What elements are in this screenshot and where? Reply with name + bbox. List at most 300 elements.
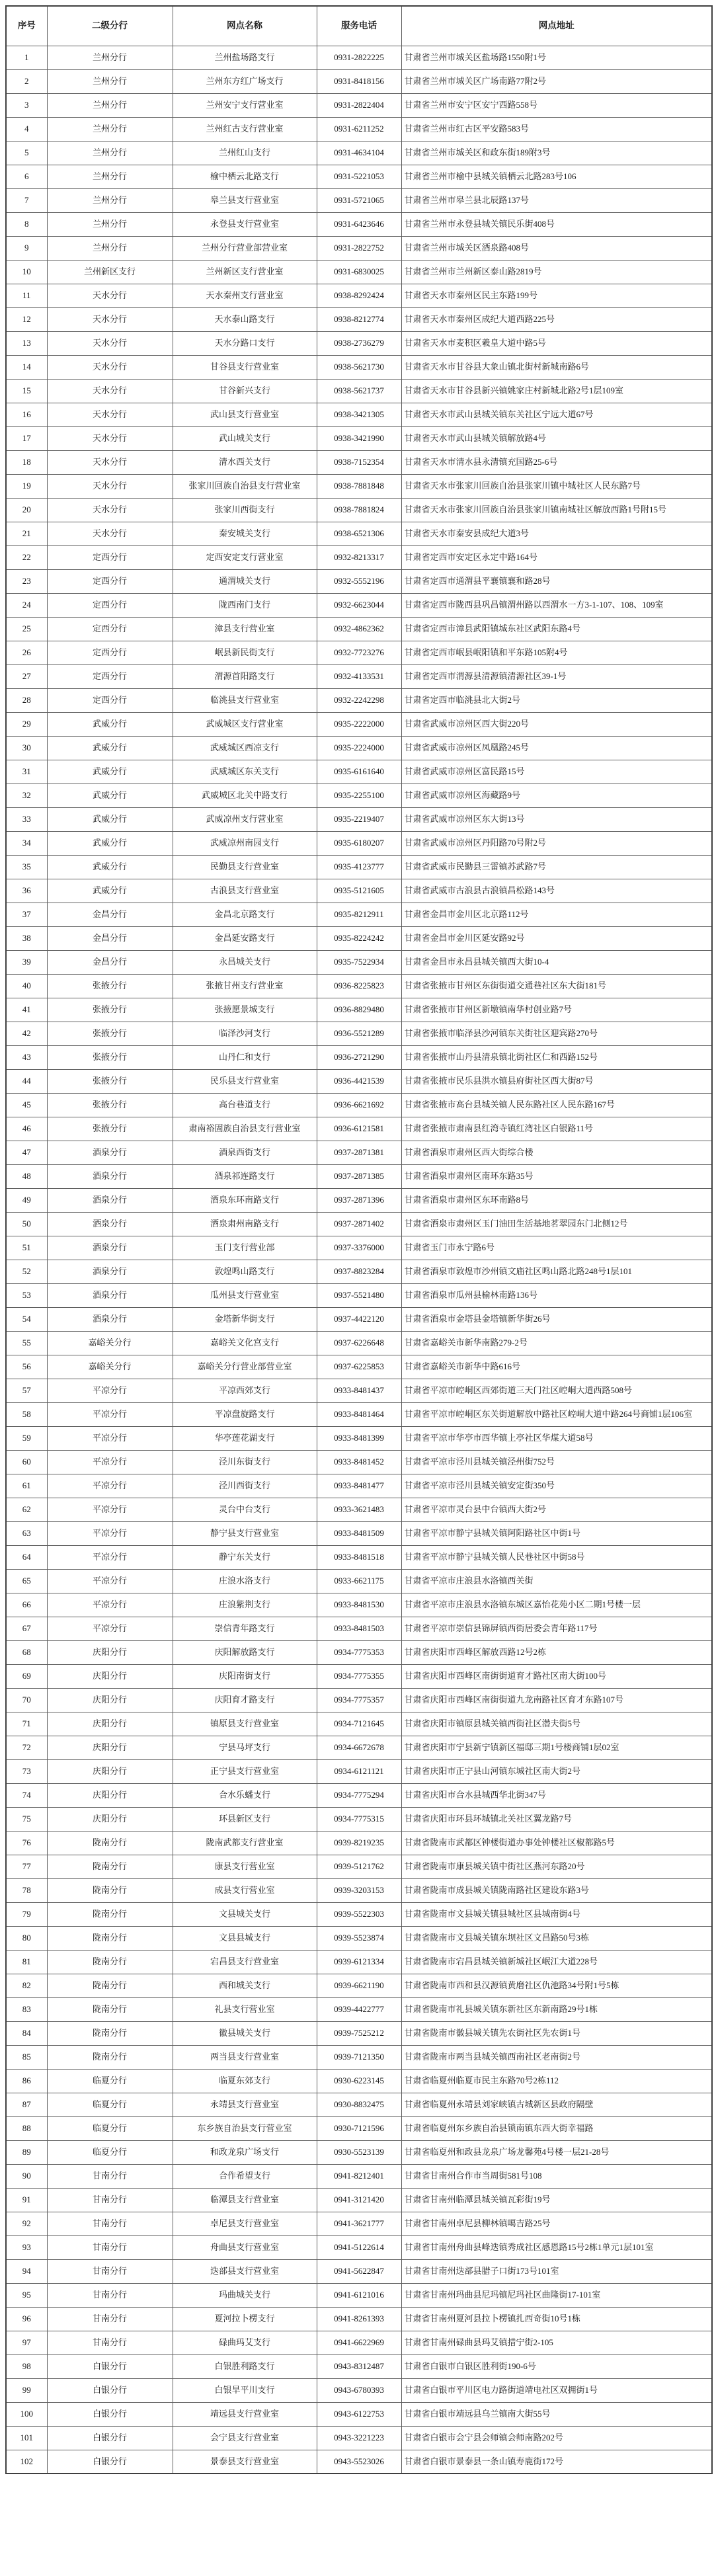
seq-cell: 101 [6,2426,47,2450]
seq-cell: 54 [6,1307,47,1331]
name-cell: 岷县新民街支行 [173,641,317,664]
seq-cell: 91 [6,2188,47,2212]
seq-cell: 49 [6,1188,47,1212]
seq-cell: 18 [6,450,47,474]
branch-cell: 陇南分行 [47,1855,173,1878]
phone-cell: 0936-6121581 [317,1117,401,1141]
name-cell: 平凉西郊支行 [173,1379,317,1402]
branch-cell: 平凉分行 [47,1545,173,1569]
seq-cell: 86 [6,2069,47,2093]
table-row [6,1593,712,1617]
name-cell: 天水分路口支行 [173,331,317,355]
table-row [6,760,712,784]
name-cell: 张掖愿景城支行 [173,998,317,1022]
address-cell: 甘肃省武威市古浪县古浪镇昌松路143号 [401,879,712,903]
seq-cell: 77 [6,1855,47,1878]
phone-cell: 0932-4133531 [317,664,401,688]
branch-cell: 武威分行 [47,831,173,855]
address-cell: 甘肃省平凉市泾川县城关镇泾州街752号 [401,1450,712,1474]
table-row [6,1664,712,1688]
branch-cell: 定西分行 [47,545,173,569]
seq-cell: 24 [6,593,47,617]
name-cell: 敦煌鸣山路支行 [173,1260,317,1283]
name-cell: 和政龙泉广场支行 [173,2140,317,2164]
table-row [6,141,712,165]
table-row [6,2116,712,2140]
branch-cell: 庆阳分行 [47,1640,173,1664]
name-cell: 永登县支行营业室 [173,212,317,236]
name-cell: 漳县支行营业室 [173,617,317,641]
table-row [6,165,712,188]
address-cell: 甘肃省兰州市城关区盐场路1550附1号 [401,46,712,69]
table-row [6,1426,712,1450]
table-row [6,522,712,545]
phone-cell: 0933-8481518 [317,1545,401,1569]
branch-cell: 嘉峪关分行 [47,1355,173,1379]
address-cell: 甘肃省临夏州和政县龙泉广场龙馨苑4号楼一层21-28号 [401,2140,712,2164]
branch-cell: 酒泉分行 [47,1236,173,1260]
phone-cell: 0943-6122753 [317,2402,401,2426]
phone-cell: 0943-6780393 [317,2378,401,2402]
branch-cell: 庆阳分行 [47,1736,173,1759]
address-cell: 甘肃省陇南市成县城关镇陇南路社区建设东路3号 [401,1878,712,1902]
branch-cell: 定西分行 [47,617,173,641]
table-row [6,784,712,807]
address-cell: 甘肃省陇南市康县城关镇中街社区燕河东路20号 [401,1855,712,1878]
name-cell: 清水西关支行 [173,450,317,474]
name-cell: 玛曲城关支行 [173,2283,317,2307]
name-cell: 嘉峪关文化宫支行 [173,1331,317,1355]
address-cell: 甘肃省天水市甘谷县新兴镇姚家庄村新城北路2号1层109室 [401,379,712,403]
phone-cell: 0938-8292424 [317,284,401,307]
table-row [6,2283,712,2307]
address-cell: 甘肃省张掖市甘州区新墩镇南华村创业路7号 [401,998,712,1022]
table-row [6,831,712,855]
phone-cell: 0941-8261393 [317,2307,401,2331]
address-cell: 甘肃省酒泉市肃州区玉门油田生活基地茗翠园东门北侧12号 [401,1212,712,1236]
seq-cell: 98 [6,2355,47,2378]
table-row [6,1640,712,1664]
name-cell: 渭源首阳路支行 [173,664,317,688]
address-cell: 甘肃省平凉市庄浪县水洛镇东城区嘉怡花苑小区二期1号楼一层 [401,1593,712,1617]
phone-cell: 0933-3621483 [317,1498,401,1521]
name-cell: 兰州东方红广场支行 [173,69,317,93]
branch-cell: 甘南分行 [47,2331,173,2355]
seq-cell: 2 [6,69,47,93]
branch-cell: 庆阳分行 [47,1783,173,1807]
name-cell: 临洮县支行营业室 [173,688,317,712]
branch-cell: 张掖分行 [47,1045,173,1069]
column-header-phone: 服务电话 [317,6,401,46]
phone-cell: 0932-8213317 [317,545,401,569]
table-row [6,1093,712,1117]
address-cell: 甘肃省天水市武山县城关镇东关社区宁远大道67号 [401,403,712,426]
table-row [6,1831,712,1855]
name-cell: 白银旱平川支行 [173,2378,317,2402]
table-row [6,736,712,760]
name-cell: 徽县城关支行 [173,2021,317,2045]
table-row [6,569,712,593]
branch-cell: 金昌分行 [47,903,173,926]
name-cell: 瓜州县支行营业室 [173,1283,317,1307]
table-row [6,236,712,260]
branch-cell: 金昌分行 [47,926,173,950]
name-cell: 嘉峪关分行营业部营业室 [173,1355,317,1379]
table-row [6,855,712,879]
seq-cell: 62 [6,1498,47,1521]
seq-cell: 36 [6,879,47,903]
address-cell: 甘肃省酒泉市敦煌市沙州镇文庙社区鸣山路北路248号1层101 [401,1260,712,1283]
address-cell: 甘肃省兰州市安宁区安宁西路558号 [401,93,712,117]
table-row [6,450,712,474]
phone-cell: 0931-2822404 [317,93,401,117]
name-cell: 定西安定支行营业室 [173,545,317,569]
branch-cell: 酒泉分行 [47,1164,173,1188]
address-cell: 甘肃省兰州市榆中县城关镇栖云北路283号106 [401,165,712,188]
name-cell: 武山县支行营业室 [173,403,317,426]
seq-cell: 74 [6,1783,47,1807]
address-cell: 甘肃省张掖市肃南县红湾寺镇红湾社区白银路11号 [401,1117,712,1141]
table-row [6,688,712,712]
address-cell: 甘肃省张掖市民乐县洪水镇县府街社区西大街87号 [401,1069,712,1093]
address-cell: 甘肃省陇南市文县城关镇县城社区县城南街4号 [401,1902,712,1926]
branch-cell: 天水分行 [47,522,173,545]
branch-cell: 平凉分行 [47,1426,173,1450]
phone-cell: 0935-6180207 [317,831,401,855]
name-cell: 兰州安宁支行营业室 [173,93,317,117]
phone-cell: 0933-8481437 [317,1379,401,1402]
phone-cell: 0936-6621692 [317,1093,401,1117]
table-row [6,1188,712,1212]
address-cell: 甘肃省庆阳市正宁县山河镇东城社区南大街2号 [401,1759,712,1783]
phone-cell: 0931-5221053 [317,165,401,188]
address-cell: 甘肃省张掖市山丹县清泉镇北街社区仁和西路152号 [401,1045,712,1069]
address-cell: 甘肃省平凉市崇信县锦屏镇西街居委会青年路117号 [401,1617,712,1640]
phone-cell: 0941-5622847 [317,2259,401,2283]
phone-cell: 0937-3376000 [317,1236,401,1260]
seq-cell: 8 [6,212,47,236]
name-cell: 武威凉州支行营业室 [173,807,317,831]
address-cell: 甘肃省甘南州玛曲县尼玛镇尼玛社区曲隆街17-101室 [401,2283,712,2307]
table-row [6,1617,712,1640]
seq-cell: 56 [6,1355,47,1379]
branch-cell: 陇南分行 [47,1926,173,1950]
name-cell: 甘谷新兴支行 [173,379,317,403]
table-row [6,355,712,379]
address-cell: 甘肃省定西市漳县武阳镇城东社区武阳东路4号 [401,617,712,641]
phone-cell: 0931-6423646 [317,212,401,236]
seq-cell: 97 [6,2331,47,2355]
address-cell: 甘肃省庆阳市镇原县城关镇西街社区潜夫街5号 [401,1712,712,1736]
phone-cell: 0933-8481477 [317,1474,401,1498]
branch-cell: 武威分行 [47,736,173,760]
table-row [6,1950,712,1974]
name-cell: 高台巷道支行 [173,1093,317,1117]
name-cell: 武威凉州南园支行 [173,831,317,855]
name-cell: 民乐县支行营业室 [173,1069,317,1093]
address-cell: 甘肃省陇南市西和县汉源镇黄磨社区仇池路34号附1号5栋 [401,1974,712,1997]
table-row [6,284,712,307]
address-cell: 甘肃省临夏州东乡族自治县锁南镇东西大街幸福路 [401,2116,712,2140]
name-cell: 靖远县支行营业室 [173,2402,317,2426]
seq-cell: 38 [6,926,47,950]
branch-cell: 平凉分行 [47,1569,173,1593]
table-header [6,6,712,46]
seq-cell: 29 [6,712,47,736]
address-cell: 甘肃省张掖市临泽县沙河镇东关街社区迎宾路270号 [401,1022,712,1045]
table-row [6,1379,712,1402]
branch-cell: 兰州分行 [47,236,173,260]
branch-cell: 陇南分行 [47,1997,173,2021]
phone-cell: 0933-8481464 [317,1402,401,1426]
phone-cell: 0939-6121334 [317,1950,401,1974]
name-cell: 康县支行营业室 [173,1855,317,1878]
branch-cell: 武威分行 [47,855,173,879]
name-cell: 景泰县支行营业室 [173,2450,317,2474]
table-row [6,117,712,141]
table-body [6,46,712,2474]
phone-cell: 0930-8832475 [317,2093,401,2116]
table-row [6,1260,712,1283]
seq-cell: 69 [6,1664,47,1688]
seq-cell: 14 [6,355,47,379]
address-cell: 甘肃省玉门市永宁路6号 [401,1236,712,1260]
address-cell: 甘肃省陇南市文县城关镇东坝社区文昌路50号3栋 [401,1926,712,1950]
name-cell: 临夏东郊支行 [173,2069,317,2093]
seq-cell: 20 [6,498,47,522]
name-cell: 兰州红古支行营业室 [173,117,317,141]
name-cell: 肃南裕固族自治县支行营业室 [173,1117,317,1141]
table-row [6,1688,712,1712]
phone-cell: 0934-6121121 [317,1759,401,1783]
phone-cell: 0943-3221223 [317,2426,401,2450]
name-cell: 镇原县支行营业室 [173,1712,317,1736]
table-row [6,807,712,831]
address-cell: 甘肃省甘南州卓尼县柳林镇噶吉路25号 [401,2212,712,2235]
seq-cell: 47 [6,1141,47,1164]
branch-cell: 白银分行 [47,2426,173,2450]
phone-cell: 0938-8212774 [317,307,401,331]
name-cell: 舟曲县支行营业室 [173,2235,317,2259]
branch-cell: 陇南分行 [47,1878,173,1902]
table-row [6,1450,712,1474]
table-row [6,712,712,736]
phone-cell: 0943-8312487 [317,2355,401,2378]
name-cell: 酒泉东环南路支行 [173,1188,317,1212]
table-row [6,498,712,522]
seq-cell: 32 [6,784,47,807]
branch-cell: 陇南分行 [47,2021,173,2045]
seq-cell: 23 [6,569,47,593]
table-row [6,1855,712,1878]
seq-cell: 11 [6,284,47,307]
address-cell: 甘肃省兰州市兰州新区泰山路2819号 [401,260,712,284]
seq-cell: 5 [6,141,47,165]
seq-cell: 89 [6,2140,47,2164]
table-row [6,1474,712,1498]
table-row [6,212,712,236]
phone-cell: 0933-8481399 [317,1426,401,1450]
phone-cell: 0939-8219235 [317,1831,401,1855]
table-row [6,2259,712,2283]
branch-cell: 临夏分行 [47,2116,173,2140]
phone-cell: 0934-7775353 [317,1640,401,1664]
address-cell: 甘肃省天水市秦州区民主东路199号 [401,284,712,307]
seq-cell: 37 [6,903,47,926]
seq-cell: 39 [6,950,47,974]
branch-cell: 庆阳分行 [47,1759,173,1783]
seq-cell: 19 [6,474,47,498]
branch-cell: 兰州分行 [47,69,173,93]
seq-cell: 27 [6,664,47,688]
phone-cell: 0941-3621777 [317,2212,401,2235]
phone-cell: 0941-3121420 [317,2188,401,2212]
address-cell: 甘肃省庆阳市西峰区南街街道育才路社区南大街100号 [401,1664,712,1688]
phone-cell: 0936-8225823 [317,974,401,998]
phone-cell: 0935-6161640 [317,760,401,784]
name-cell: 武山城关支行 [173,426,317,450]
phone-cell: 0930-6223145 [317,2069,401,2093]
branch-cell: 陇南分行 [47,1902,173,1926]
seq-cell: 25 [6,617,47,641]
address-cell: 甘肃省庆阳市合水县城西华北街347号 [401,1783,712,1807]
phone-cell: 0938-5621737 [317,379,401,403]
table-row [6,1878,712,1902]
phone-cell: 0932-4862362 [317,617,401,641]
address-cell: 甘肃省酒泉市金塔县金塔镇新华街26号 [401,1307,712,1331]
seq-cell: 26 [6,641,47,664]
seq-cell: 96 [6,2307,47,2331]
table-row [6,2402,712,2426]
name-cell: 兰州分行营业部营业室 [173,236,317,260]
seq-cell: 90 [6,2164,47,2188]
table-row [6,1117,712,1141]
table-row [6,1141,712,1164]
phone-cell: 0933-8481509 [317,1521,401,1545]
name-cell: 成县支行营业室 [173,1878,317,1902]
name-cell: 庄浪紫荆支行 [173,1593,317,1617]
seq-cell: 52 [6,1260,47,1283]
seq-cell: 94 [6,2259,47,2283]
table-row [6,879,712,903]
table-row [6,1283,712,1307]
seq-cell: 71 [6,1712,47,1736]
address-cell: 甘肃省平凉市庄浪县水洛镇西关街 [401,1569,712,1593]
address-cell: 甘肃省平凉市华亭市西华镇上亭社区华煤大道58号 [401,1426,712,1450]
phone-cell: 0938-3421305 [317,403,401,426]
seq-cell: 4 [6,117,47,141]
address-cell: 甘肃省武威市民勤县三雷镇苏武路7号 [401,855,712,879]
seq-cell: 48 [6,1164,47,1188]
name-cell: 合水乐蟠支行 [173,1783,317,1807]
seq-cell: 61 [6,1474,47,1498]
table-row [6,1807,712,1831]
branch-cell: 平凉分行 [47,1521,173,1545]
table-row [6,2164,712,2188]
table-row [6,1736,712,1759]
name-cell: 武威城区西凉支行 [173,736,317,760]
branch-cell: 张掖分行 [47,1093,173,1117]
table-row [6,1045,712,1069]
phone-cell: 0932-6623044 [317,593,401,617]
seq-cell: 9 [6,236,47,260]
table-row [6,664,712,688]
branch-cell: 平凉分行 [47,1402,173,1426]
branch-cell: 兰州分行 [47,165,173,188]
name-cell: 合作希望支行 [173,2164,317,2188]
seq-cell: 22 [6,545,47,569]
seq-cell: 93 [6,2235,47,2259]
phone-cell: 0931-6211252 [317,117,401,141]
branch-cell: 定西分行 [47,664,173,688]
table-row [6,331,712,355]
name-cell: 宕昌县支行营业室 [173,1950,317,1974]
address-cell: 甘肃省定西市岷县岷阳镇和平东路105附4号 [401,641,712,664]
seq-cell: 51 [6,1236,47,1260]
seq-cell: 3 [6,93,47,117]
branch-cell: 兰州新区支行 [47,260,173,284]
phone-cell: 0936-2721290 [317,1045,401,1069]
branch-cell: 兰州分行 [47,46,173,69]
name-cell: 通渭城关支行 [173,569,317,593]
phone-cell: 0941-6622969 [317,2331,401,2355]
address-cell: 甘肃省酒泉市肃州区西大街综合楼 [401,1141,712,1164]
table-row [6,903,712,926]
seq-cell: 34 [6,831,47,855]
name-cell: 皋兰县支行营业室 [173,188,317,212]
branch-cell: 白银分行 [47,2355,173,2378]
address-cell: 甘肃省陇南市徽县城关镇先农街社区先农街1号 [401,2021,712,2045]
phone-cell: 0935-8224242 [317,926,401,950]
address-cell: 甘肃省平凉市泾川县城关镇安定街350号 [401,1474,712,1498]
branch-cell: 平凉分行 [47,1450,173,1474]
name-cell: 天水泰山路支行 [173,307,317,331]
seq-cell: 81 [6,1950,47,1974]
address-cell: 甘肃省白银市平川区电力路街道靖电社区双拥街1号 [401,2378,712,2402]
address-cell: 甘肃省庆阳市环县环城镇北关社区翼龙路7号 [401,1807,712,1831]
branch-cell: 兰州分行 [47,188,173,212]
phone-cell: 0938-6521306 [317,522,401,545]
seq-cell: 59 [6,1426,47,1450]
phone-cell: 0937-5521480 [317,1283,401,1307]
seq-cell: 76 [6,1831,47,1855]
seq-cell: 30 [6,736,47,760]
table-row [6,950,712,974]
seq-cell: 10 [6,260,47,284]
phone-cell: 0931-2822752 [317,236,401,260]
name-cell: 甘谷县支行营业室 [173,355,317,379]
phone-cell: 0939-5523874 [317,1926,401,1950]
name-cell: 夏河拉卜楞支行 [173,2307,317,2331]
table-row [6,2378,712,2402]
phone-cell: 0932-7723276 [317,641,401,664]
seq-cell: 88 [6,2116,47,2140]
table-row [6,1902,712,1926]
seq-cell: 75 [6,1807,47,1831]
phone-cell: 0943-5523026 [317,2450,401,2474]
address-cell: 甘肃省酒泉市肃州区东环南路8号 [401,1188,712,1212]
name-cell: 玉门支行营业部 [173,1236,317,1260]
address-cell: 甘肃省临夏州临夏市民主东路70号2栋112 [401,2069,712,2093]
phone-cell: 0935-2224000 [317,736,401,760]
seq-cell: 46 [6,1117,47,1141]
branch-cell: 白银分行 [47,2378,173,2402]
branch-cell: 陇南分行 [47,1974,173,1997]
address-cell: 甘肃省甘南州夏河县拉卜楞镇扎西奇街10号1栋 [401,2307,712,2331]
table-row [6,2426,712,2450]
name-cell: 泾川西街支行 [173,1474,317,1498]
seq-cell: 55 [6,1331,47,1355]
